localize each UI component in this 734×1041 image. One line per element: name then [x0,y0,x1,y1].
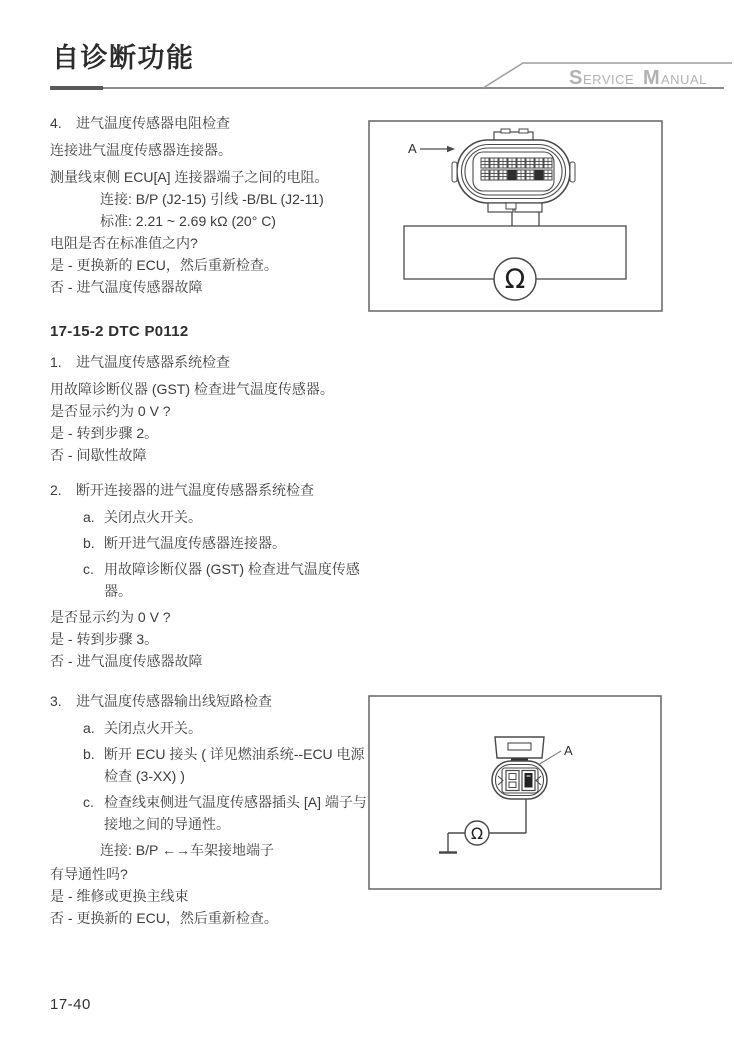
connector-side-lug-right [570,162,575,182]
section-step4 [50,112,374,298]
terminal-right-test-pin [525,773,533,788]
step2-number: 2. [50,482,62,498]
step3-question: 有导通性吗? [50,866,128,882]
brand-initial-m: M [643,67,660,89]
step2-title: 断开连接器的进气温度传感器系统检查 [76,482,314,498]
test-pin-j2-11 [535,170,543,180]
step2-question: 是否显示约为 0 V ? [50,609,171,625]
step3-item-a [83,717,374,739]
step1-question: 是否显示约为 0 V ? [50,403,171,419]
connector-top-notch-right [519,129,528,133]
step1-line1: 用故障诊断仪器 (GST) 检查进气温度传感器。 [50,381,334,397]
step2-item-b [83,532,374,554]
test-pin-j2-15 [508,170,516,180]
connector-side-lug-left [452,162,457,182]
step2-item-c-marker: c. [83,561,94,577]
step3-item-c [83,791,374,835]
dtc-heading: 17-15-2 DTC P0112 [50,323,189,340]
connector-bottom-tab-right [515,203,542,212]
brand-initial-s: S [569,67,583,89]
step4-spec-connect: 连接: B/P (J2-15) 引线 -B/BL (J2-11) [100,191,324,207]
step3-no: 否 - 更换新的 ECU，然后重新检查。 [50,910,278,926]
step2-item-a-marker: a. [83,509,95,525]
step2-item-a [83,506,374,528]
step3-item-b [83,743,374,787]
page-number: 17-40 [50,996,91,1013]
diagram-ecu-connector-resistance [368,120,663,312]
step1-no: 否 - 间歇性故障 [50,447,147,463]
service-manual-logo [460,46,734,92]
step3-item-b-text: 断开 ECU 接头 ( 详见燃油系统--ECU 电源检查 (3-XX) ) [104,746,365,784]
step1-number: 1. [50,354,62,370]
step1-heading [50,351,374,373]
connector-label-a: A [408,141,417,156]
step3-number: 3. [50,693,62,709]
step4-question: 电阻是否在标准值之内? [50,235,198,251]
step3-spec-connect: 连接: B/P ←→车架接地端子 [100,842,274,858]
step3-item-c-text: 检查线束侧进气温度传感器插头 [A] 端子与接地之间的导通性。 [104,794,367,832]
step1-yes: 是 - 转到步骤 2。 [50,425,159,441]
step1-title: 进气温度传感器系统检查 [76,354,230,370]
step3-item-c-marker: c. [83,794,94,810]
diagram-sensor-plug-continuity [368,695,662,890]
step2-item-b-marker: b. [83,535,95,551]
section-step2 [50,479,374,672]
plug-slot [508,743,531,750]
step4-line2: 测量线束侧 ECU[A] 连接器端子之间的电阻。 [50,169,329,185]
step3-item-a-marker: a. [83,720,95,736]
step2-no: 否 - 进气温度传感器故障 [50,653,203,669]
brand-anual: ANUAL [661,72,707,87]
section-step3 [50,690,374,929]
step3-yes: 是 - 维修或更换主线束 [50,888,189,904]
step2-item-c [83,558,374,602]
step4-no: 否 - 进气温度传感器故障 [50,279,203,295]
brand-ervice: ERVICE [583,72,635,87]
step4-title: 进气温度传感器电阻检查 [76,115,230,131]
connector-top-notch-left [501,129,510,133]
step3-item-b-marker: b. [83,746,95,762]
header-rule-accent [50,86,103,90]
ohmmeter-symbol: Ω [504,264,526,295]
step2-heading [50,479,374,501]
step3-item-a-text: 关闭点火开关。 [104,720,202,736]
section-dtc-p0112 [50,321,374,466]
page-title: 自诊断功能 [52,43,195,73]
step4-yes: 是 - 更换新的 ECU，然后重新检查。 [50,257,278,273]
step3-title: 进气温度传感器输出线短路检查 [76,693,272,709]
step3-heading [50,690,374,712]
step4-spec-standard: 标准: 2.21 ~ 2.69 kΩ (20° C) [100,213,276,229]
plug-label-a: A [564,743,573,758]
step4-number: 4. [50,115,62,131]
step4-line1: 连接进气温度传感器连接器。 [50,142,232,158]
connector-bottom-latch [506,203,516,209]
step2-item-c-text: 用故障诊断仪器 (GST) 检查进气温度传感器。 [104,561,360,599]
step4-heading [50,112,374,134]
step2-item-a-text: 关闭点火开关。 [104,509,202,525]
ohmmeter-symbol: Ω [470,824,484,843]
step2-yes: 是 - 转到步骤 3。 [50,631,159,647]
step2-item-b-text: 断开进气温度传感器连接器。 [104,535,286,551]
